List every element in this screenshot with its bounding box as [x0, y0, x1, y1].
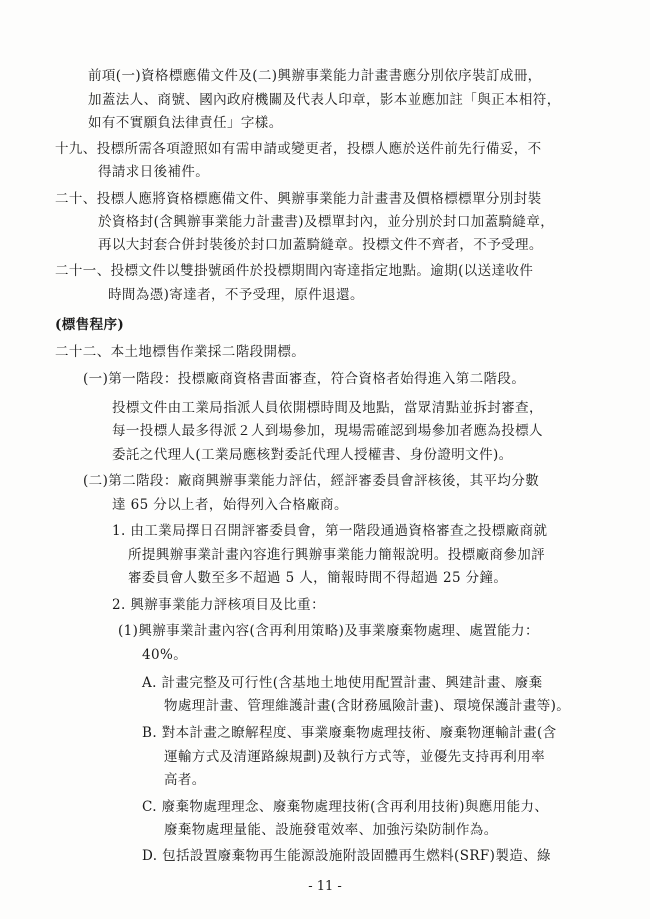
text-line: (一)第一階段：投標廠商資格書面審查，符合資格者始得進入第二階段。	[83, 371, 526, 387]
text-line: 再以大封套合併封裝後於封口加蓋騎縫章。投標文件不齊者，不予受理。	[98, 237, 543, 253]
section-heading: (標售程序)	[55, 317, 125, 333]
text-line: 如有不實願負法律責任」字樣。	[88, 115, 283, 131]
text-line: 高者。	[164, 772, 206, 788]
page-number: - 11 -	[308, 879, 342, 894]
text-line: B. 對本計畫之瞭解程度、事業廢棄物處理技術、廢棄物運輸計畫(含	[142, 725, 557, 741]
text-line: 1. 由工業局擇日召開評審委員會，第一階段通過資格審查之投標廠商就	[112, 523, 548, 539]
text-line: 投標文件由工業局指派人員依開標時間及地點，當眾清點並拆封審查，	[112, 400, 543, 416]
text-line: C. 廢棄物處理理念、廢棄物處理技術(含再利用技術)與應用能力、	[142, 799, 549, 815]
text-line: 加蓋法人、商號、國內政府機關及代表人印章，影本並應加註「與正本相符，	[88, 92, 561, 108]
text-line: D. 包括設置廢棄物再生能源設施附設固體再生燃料(SRF)製造、綠	[142, 848, 551, 864]
text-line: 物處理計畫、管理維護計畫(含財務風險計畫)、環境保護計畫等)。	[164, 698, 571, 714]
text-line: A. 計畫完整及可行性(含基地土地使用配置計畫、興建計畫、廢棄	[142, 675, 543, 691]
text-line: 審委員會人數至多不超過 5 人，簡報時間不得超過 25 分鐘。	[128, 570, 508, 586]
text-line: 於資格封(含興辦事業能力計畫書)及標單封內，並分別於封口加蓋騎縫章，	[98, 214, 555, 230]
text-line: 委託之代理人(工業局應核對委託代理人授權書、身份證明文件)。	[112, 447, 513, 463]
text-line: 二十一、投標文件以雙掛號函件於投標期間內寄達指定地點。逾期(以送達收件	[55, 263, 534, 279]
text-line: 前項(一)資格標應備文件及(二)興辦事業能力計畫書應分別依序裝訂成冊，	[88, 68, 542, 84]
text-line: 每一投標人最多得派２人到場參加，現場需確認到場參加者應為投標人	[112, 423, 543, 439]
text-line: 十九、投標所需各項證照如有需申請或變更者，投標人應於送件前先行備妥，不	[55, 141, 542, 157]
text-line: 達 65 分以上者，始得列入合格廠商。	[112, 497, 348, 513]
text-line: 時間為憑)寄達者，不予受理，原件退還。	[108, 287, 364, 303]
text-line: 2. 興辦事業能力評核項目及比重：	[112, 597, 325, 613]
text-line: (1)興辦事業計畫內容(含再利用策略)及事業廢棄物處理、處置能力：	[118, 623, 539, 639]
text-line: 二十二、本土地標售作業採二階段開標。	[55, 344, 306, 360]
text-line: 運輸方式及清運路線規劃)及執行方式等，並優先支持再利用率	[164, 749, 545, 765]
text-line: (二)第二階段：廠商興辦事業能力評估，經評審委員會評核後，其平均分數	[83, 473, 540, 489]
text-line: 40%。	[142, 647, 188, 663]
text-line: 得請求日後補件。	[98, 164, 210, 180]
text-line: 二十、投標人應將資格標應備文件、興辦事業能力計畫書及價格標標單分別封裝	[55, 191, 542, 207]
text-line: 所提興辦事業計畫內容進行興辦事業能力簡報說明。投標廠商參加評	[128, 547, 545, 563]
text-line: 廢棄物處理量能、設施發電效率、加強污染防制作為。	[164, 822, 498, 838]
